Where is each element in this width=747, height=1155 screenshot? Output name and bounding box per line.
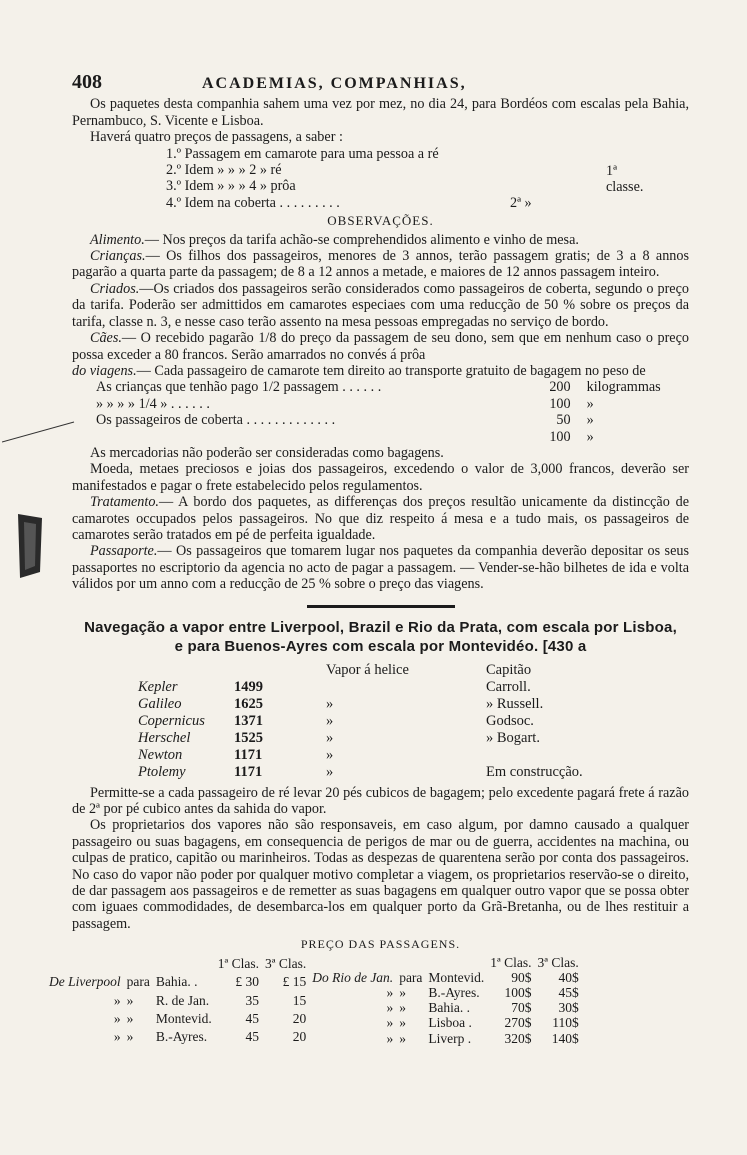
obs-term: Cães. <box>90 330 122 347</box>
price-from: » <box>113 1010 121 1026</box>
ship-captain: » Bogart. <box>486 729 540 746</box>
price-from: » <box>386 985 394 1001</box>
luggage-row <box>96 396 689 412</box>
fare-class-1: 1ª classe. <box>606 162 644 196</box>
ship-type: » <box>326 712 334 729</box>
price-para: » <box>126 992 134 1008</box>
price-class-3: 30$ <box>558 1000 579 1016</box>
ship-tons: 1371 <box>234 712 263 729</box>
luggage-unit: » <box>586 428 594 445</box>
fleet-row <box>138 764 689 781</box>
price-class-1: 45 <box>245 1029 259 1045</box>
price-to: B.-Ayres. <box>155 1029 208 1045</box>
obs-term: Criados. <box>90 280 140 297</box>
prices-section <box>46 955 689 1046</box>
fleet-row <box>138 696 689 713</box>
obs-text: — Cada passageiro de camarote tem direito ao transporte gratuito de bagagem no peso de <box>136 362 646 379</box>
fleet-row <box>138 730 689 747</box>
ship-tons: 1525 <box>234 729 263 746</box>
obs-term: do viagens. <box>72 362 137 379</box>
ship-captain: » Russell. <box>486 695 544 712</box>
fleet-captain-header: Capitão <box>486 661 532 678</box>
luggage-row <box>96 412 689 428</box>
obs-text: —Os criados dos passageiros serão considerados como passageiros de coberta, segundo o preço da tarifa. Poderão ser admittidos em camarotes especiaes com uma reducção de 50 % sobre os preços da tarifa, classe n. 3, e nesse caso terão assento na mesa pessoas empregadas no serviço de bordo. <box>72 280 689 330</box>
intro-fares-lead: Haverá quatro preços de passagens, a saber : <box>90 129 343 146</box>
fleet-row <box>138 747 689 764</box>
navigation-paragraph: Permitte-se a cada passageiro de ré levar 20 pés cubicos de bagagem; pelo excedente pagará frete á razão de 2ª por pé cubico antes da sahida do vapor. <box>72 784 689 817</box>
prices-row <box>46 991 309 1009</box>
price-class-3: £ 15 <box>282 974 307 990</box>
luggage-label: Os passageiros de coberta . . . . . . . . . . . . . <box>96 412 336 429</box>
price-from: De Liverpool <box>49 974 121 990</box>
fleet-row <box>138 679 689 696</box>
ship-name: Copernicus <box>138 712 205 729</box>
rule-passaporte <box>72 543 689 592</box>
prices-title: PREÇO DAS PASSAGENS. <box>300 937 461 952</box>
ship-name: Herschel <box>138 729 191 746</box>
ship-type: » <box>326 763 334 780</box>
page-number: 408 <box>72 71 102 93</box>
obs-text: — O recebido pagarão 1/8 do preço da passagem de seu dono, sem que em nenhum caso o preço possa exceder a 80 francos. Serão amarrados no convés á prôa <box>72 330 689 363</box>
price-to: Montevid. <box>428 969 485 985</box>
obs-term: Alimento. <box>90 231 145 248</box>
prices-row <box>309 970 582 985</box>
price-para: » <box>399 985 406 1001</box>
prices-row <box>46 1028 309 1046</box>
prices-header-row <box>46 955 309 973</box>
price-class-1: 45 <box>245 1010 259 1026</box>
ship-tons: 1499 <box>234 678 263 695</box>
fare-class-2: 2ª » <box>510 194 532 211</box>
price-class-1: 270$ <box>504 1015 532 1031</box>
price-to: R. de Jan. <box>155 992 210 1008</box>
prices-header-row <box>309 955 582 970</box>
price-class-1: 90$ <box>511 969 532 985</box>
price-class-1: 70$ <box>511 1000 532 1016</box>
luggage-value: 100 <box>549 395 571 412</box>
luggage-value: 50 <box>556 412 571 429</box>
prices-table-rio <box>309 955 582 1046</box>
ship-type: » <box>326 695 334 712</box>
prices-row <box>309 1000 582 1015</box>
prices-table-liverpool <box>46 955 309 1046</box>
obs-caes <box>72 330 689 363</box>
fare-label: 4.º Idem na coberta . . . . . . . . . <box>166 194 340 211</box>
obs-term: Crianças. <box>90 248 146 265</box>
price-class-3: 20 <box>292 1029 307 1045</box>
price-class-1: 100$ <box>504 985 532 1001</box>
ship-captain: Em construcção. <box>486 763 583 780</box>
luggage-label: » » » » 1/4 » . . . . . . <box>96 395 210 412</box>
price-para: » <box>399 1030 406 1046</box>
fare-list <box>166 145 644 212</box>
price-class-1: 320$ <box>504 1030 532 1046</box>
fleet-row <box>138 713 689 730</box>
luggage-table <box>96 379 689 445</box>
fleet-header <box>138 662 689 679</box>
fare-row <box>166 178 636 194</box>
obs-bagagens <box>72 363 689 379</box>
price-from: » <box>113 992 121 1008</box>
price-to: Bahia. . <box>155 974 198 990</box>
ship-tons: 1171 <box>234 763 263 780</box>
price-para: » <box>126 1010 134 1026</box>
prices-row <box>309 985 582 1000</box>
luggage-row <box>96 379 689 395</box>
price-class-3: 20 <box>292 1010 307 1026</box>
observations-title: OBSERVAÇÕES. <box>327 213 434 229</box>
obs-alimento <box>72 232 689 248</box>
prices-col-header: 3ª Clas. <box>537 954 579 970</box>
ship-captain: Godsoc. <box>486 712 534 729</box>
fare-row <box>166 146 636 162</box>
price-class-3: 110$ <box>552 1015 579 1031</box>
price-para: para <box>126 974 150 990</box>
price-to: Liverp . <box>428 1030 472 1046</box>
intro-paragraph: Os paquetes desta companhia sahem uma vez por mez, no dia 24, para Bordéos com escalas pela Bahia, Pernambuco, S. Vicente e Lisboa. <box>72 96 689 129</box>
ship-captain <box>486 747 636 764</box>
price-to: B.-Ayres. <box>428 985 480 1001</box>
price-from: » <box>386 1015 394 1031</box>
fare-label: 3.º Idem » » » 4 » prôa <box>166 178 296 195</box>
obs-text: — Nos preços da tarifa achão-se comprehendidos alimento e vinho de mesa. <box>144 231 579 248</box>
price-to: Montevid. <box>155 1010 212 1026</box>
ship-name: Galileo <box>138 695 182 712</box>
ship-name: Ptolemy <box>138 763 186 780</box>
ship-captain: Carroll. <box>486 678 531 695</box>
price-from: » <box>386 1030 394 1046</box>
prices-row <box>46 1009 309 1027</box>
price-class-1: £ 30 <box>235 974 259 990</box>
prices-col-header: 3ª Clas. <box>264 956 307 972</box>
price-class-1: 35 <box>245 992 259 1008</box>
rule-term: Passaporte. <box>90 543 158 560</box>
rule-moeda: Moeda, metaes preciosos e joias dos passageiros, excedendo o valor de 3,000 francos, deverão ser manifestados e pagar o frete estabelecido pelos regulamentos. <box>72 461 689 494</box>
price-to: Lisboa . <box>428 1015 472 1031</box>
luggage-unit: » <box>586 412 594 429</box>
navigation-title <box>72 618 689 656</box>
section-divider <box>307 605 455 608</box>
navigation-paragraph: Os proprietarios dos vapores não são responsaveis, em caso algum, por damno causado a qualquer passageiro ou suas bagagens, em consequencia de perigos de mar ou de guerra, accidentes na machina, ou culpas de pratico, capitão ou marinheiros. Todas as despezas de quarentena serão por conta dos passageiros. No caso do vapor não poder por qualquer motivo completar a viagem, os proprietarios reservão-se o direito, de dar passagem aos passageiros e de remetter as suas bagagens em qualquer outro vapor que se possa obter com iguaes commodidades, de desembarca-los em qualquer porto da Grã-Bretanha, ou de lhes restituir a passagem. <box>72 817 689 932</box>
prices-col-header: 1ª Clas. <box>490 954 532 970</box>
rule-text: — Os passageiros que tomarem lugar nos paquetes da companhia deverão depositar os seus passaportes no escriptorio da agencia no acto de pagar a passagem. — Vender-se-hão bilhetes de ida e volta válidos por um anno com a reducção de 25 % sobre o preço das viagens. <box>72 543 689 593</box>
rule-tratamento <box>72 494 689 543</box>
navigation-title-line: Navegação a vapor entre Liverpool, Brazil e Rio da Prata, com escala por Lisboa, <box>84 618 677 636</box>
price-to: Bahia. . <box>428 1000 471 1016</box>
fleet-list <box>138 662 689 781</box>
price-class-3: 15 <box>292 992 307 1008</box>
price-class-3: 140$ <box>551 1030 579 1046</box>
price-para: para <box>399 969 423 985</box>
fare-label: 2.º Idem » » » 2 » ré <box>166 162 282 179</box>
price-para: » <box>399 1015 406 1031</box>
obs-criancas <box>72 248 689 281</box>
running-title: ACADEMIAS, COMPANHIAS, <box>202 75 467 92</box>
luggage-label: As crianças que tenhão pago 1/2 passagem . . . . . . <box>96 379 382 396</box>
ship-type <box>326 679 486 696</box>
luggage-value: 100 <box>549 428 571 445</box>
price-from: » <box>386 1000 394 1016</box>
ship-tons: 1625 <box>234 695 263 712</box>
rule-text: — A bordo dos paquetes, as differenças dos preços resultão unicamente da distincção de camarotes occupados pelos passageiros. No que diz respeito á mesa e a tudo mais, os passageiros de camarotes serão tratados em pé de perfeita igualdade. <box>72 494 689 543</box>
navigation-title-line: e para Buenos-Ayres com escala por Montevidéo. [430 a <box>174 637 587 655</box>
fare-row <box>166 195 636 211</box>
prices-row <box>46 973 309 991</box>
luggage-unit: » <box>586 395 594 412</box>
prices-row <box>309 1031 582 1046</box>
luggage-value: 200 <box>549 379 571 396</box>
ship-tons: 1171 <box>234 746 263 763</box>
rule-term: Tratamento. <box>90 494 159 511</box>
fare-label: 1.º Passagem em camarote para uma pessoa a ré <box>166 145 439 162</box>
prices-row <box>309 1015 582 1030</box>
ship-type: » <box>326 746 334 763</box>
fare-row <box>166 162 636 178</box>
price-from: Do Rio de Jan. <box>312 969 394 985</box>
price-para: » <box>126 1029 134 1045</box>
ship-name: Newton <box>138 746 183 763</box>
obs-criados <box>72 281 689 330</box>
obs-text: — Os filhos dos passageiros, menores de 3 annos, terão passagem gratis; de 3 a 8 annos pagarão a quarta parte da passagem; de 8 a 12 annos a metade, e maiores de 12 annos passagem inteiro. <box>72 248 689 281</box>
luggage-row <box>96 429 689 445</box>
price-from: » <box>113 1029 121 1045</box>
luggage-label <box>96 429 519 445</box>
ship-type: » <box>326 729 334 746</box>
price-class-3: 45$ <box>558 985 579 1001</box>
ship-name: Kepler <box>138 678 178 695</box>
price-para: » <box>399 1000 406 1016</box>
price-class-3: 40$ <box>558 969 579 985</box>
luggage-unit: kilogrammas <box>586 379 661 396</box>
rule-mercadorias: As mercadorias não poderão ser consideradas como bagagens. <box>90 444 444 461</box>
running-head <box>72 71 689 93</box>
fleet-type-header: Vapor á helice <box>326 661 409 678</box>
prices-col-header: 1ª Clas. <box>217 956 259 972</box>
